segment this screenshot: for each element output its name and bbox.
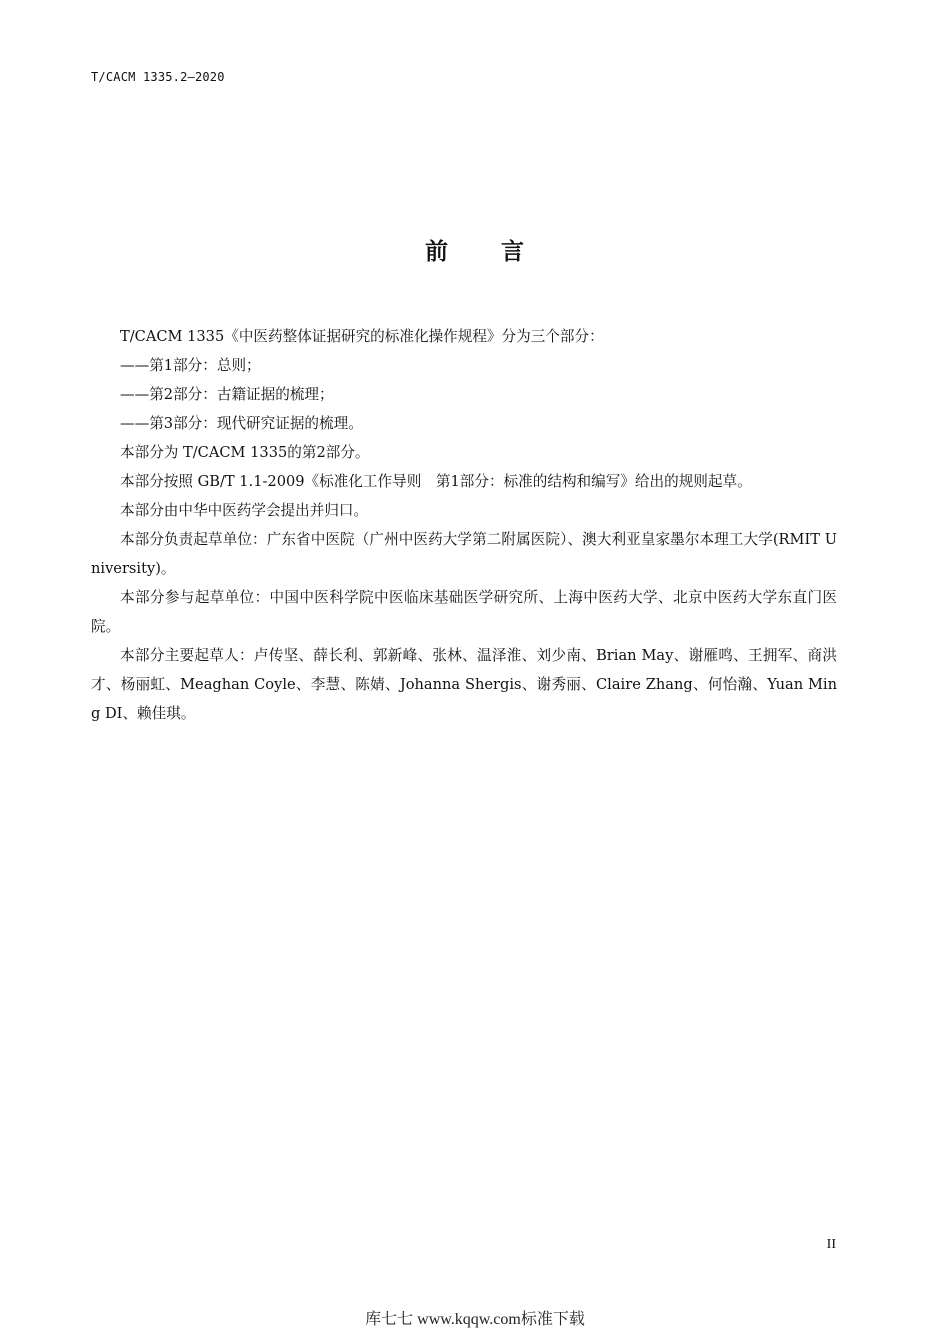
paragraph-part-2: ——第2部分：古籍证据的梳理； xyxy=(120,386,334,403)
paragraph-main-drafters: 本部分主要起草人：卢传坚、薛长利、郭新峰、张林、温泽淮、刘少南、Brian May、谢雁鸣、王拥军、商洪才、杨丽虹、Meaghan Coyle、李慧、陈婧、Johanna Shergis、谢秀丽、Claire Zhang、何怡瀚、Yuan Ming DI、赖佳琪。 xyxy=(91,647,837,722)
page-number: II xyxy=(826,1237,836,1252)
paragraph-proposer: 本部分由中华中医药学会提出并归口。 xyxy=(120,502,369,519)
title-char-1: 前 xyxy=(425,239,449,265)
paragraph-this-part: 本部分为 T/CACM 1335的第2部分。 xyxy=(120,444,370,461)
watermark-text: 库七七 www.kqqw.com标准下载 xyxy=(365,1311,585,1328)
paragraph-parts-intro: T/CACM 1335《中医药整体证据研究的标准化操作规程》分为三个部分： xyxy=(120,328,604,345)
paragraph-drafting-rules: 本部分按照 GB/T 1.1-2009《标准化工作导则 第1部分：标准的结构和编写》给出的规则起草。 xyxy=(120,473,752,490)
title-char-2: 言 xyxy=(501,239,525,265)
paragraph-part-1: ——第1部分：总则； xyxy=(120,357,261,374)
paragraph-responsible-units: 本部分负责起草单位：广东省中医院（广州中医药大学第二附属医院）、澳大利亚皇家墨尔本理工大学(RMIT University)。 xyxy=(91,531,837,577)
paragraph-part-3: ——第3部分：现代研究证据的梳理。 xyxy=(120,415,363,432)
page-title xyxy=(0,233,950,266)
paragraph-participating-units: 本部分参与起草单位：中国中医科学院中医临床基础医学研究所、上海中医药大学、北京中医药大学东直门医院。 xyxy=(91,589,837,635)
document-code: T/CACM 1335.2—2020 xyxy=(91,70,225,84)
foreword-body xyxy=(91,322,837,728)
